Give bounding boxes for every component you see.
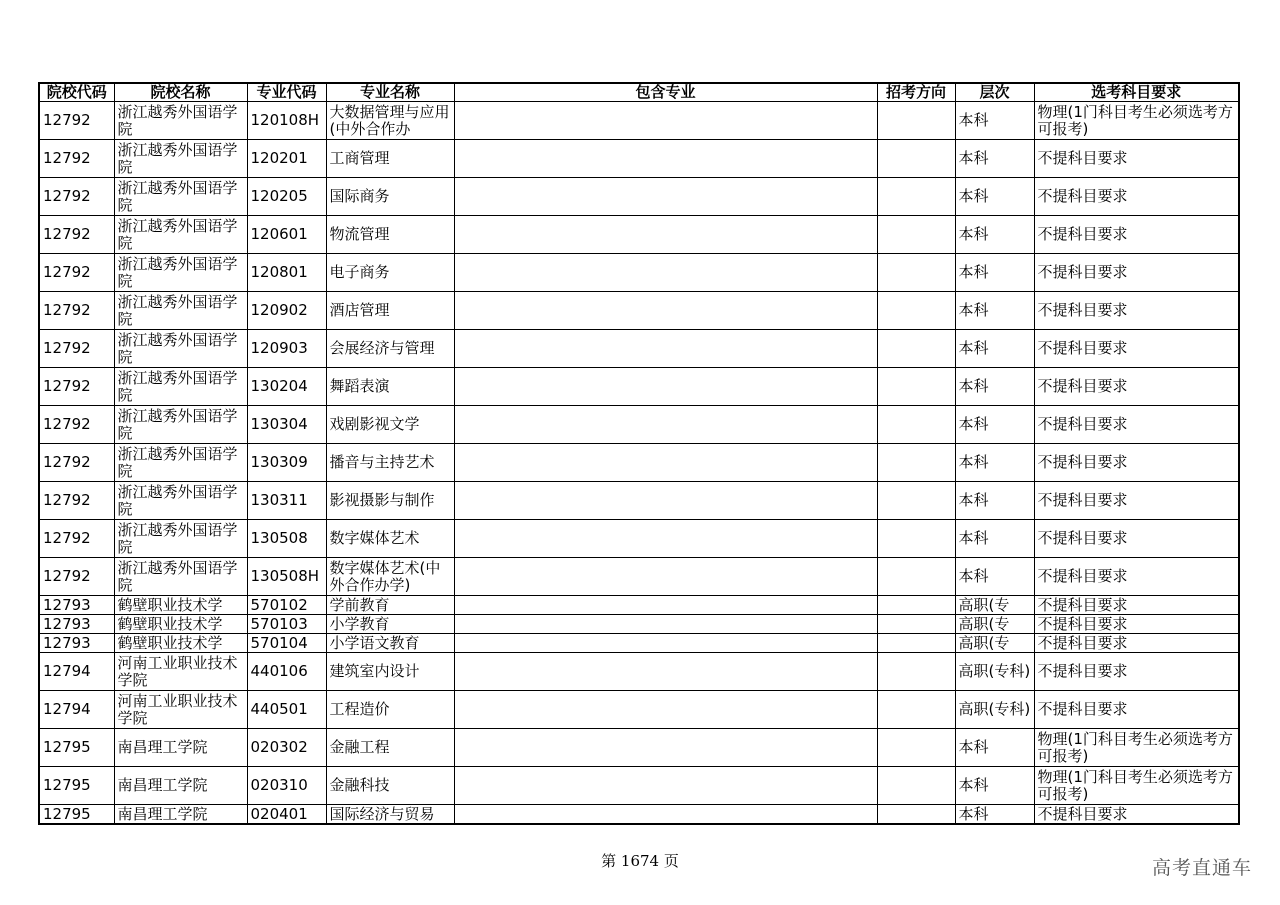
cell-major-code: 120902 bbox=[247, 292, 326, 330]
cell-included-majors bbox=[454, 615, 877, 634]
cell-school-code: 12792 bbox=[39, 216, 114, 254]
cell-included-majors bbox=[454, 406, 877, 444]
cell-level: 本科 bbox=[955, 767, 1034, 805]
cell-school-name: 南昌理工学院 bbox=[114, 805, 247, 824]
cell-level: 本科 bbox=[955, 368, 1034, 406]
cell-subject-requirement: 物理(1门科目考生必须选考方可报考) bbox=[1034, 102, 1239, 140]
cell-direction bbox=[877, 805, 955, 824]
cell-major-code: 020310 bbox=[247, 767, 326, 805]
cell-subject-requirement: 不提科目要求 bbox=[1034, 596, 1239, 615]
cell-subject-requirement: 物理(1门科目考生必须选考方可报考) bbox=[1034, 767, 1239, 805]
cell-school-name: 浙江越秀外国语学院 bbox=[114, 254, 247, 292]
cell-included-majors bbox=[454, 767, 877, 805]
cell-major-code: 440501 bbox=[247, 691, 326, 729]
cell-direction bbox=[877, 520, 955, 558]
cell-major-name: 数字媒体艺术 bbox=[326, 520, 454, 558]
cell-subject-requirement: 不提科目要求 bbox=[1034, 330, 1239, 368]
cell-subject-requirement: 不提科目要求 bbox=[1034, 140, 1239, 178]
cell-subject-requirement: 不提科目要求 bbox=[1034, 653, 1239, 691]
table-row bbox=[39, 805, 1239, 824]
cell-level: 本科 bbox=[955, 140, 1034, 178]
table-row bbox=[39, 178, 1239, 216]
cell-major-code: 130311 bbox=[247, 482, 326, 520]
cell-included-majors bbox=[454, 691, 877, 729]
cell-subject-requirement: 不提科目要求 bbox=[1034, 254, 1239, 292]
cell-direction bbox=[877, 140, 955, 178]
cell-included-majors bbox=[454, 178, 877, 216]
cell-major-name: 学前教育 bbox=[326, 596, 454, 615]
cell-included-majors bbox=[454, 140, 877, 178]
cell-direction bbox=[877, 691, 955, 729]
table-row bbox=[39, 140, 1239, 178]
cell-major-name: 酒店管理 bbox=[326, 292, 454, 330]
cell-direction bbox=[877, 729, 955, 767]
cell-major-name: 大数据管理与应用(中外合作办 bbox=[326, 102, 454, 140]
table-row bbox=[39, 330, 1239, 368]
header-level: 层次 bbox=[955, 83, 1034, 102]
cell-level: 本科 bbox=[955, 805, 1034, 824]
cell-level: 本科 bbox=[955, 482, 1034, 520]
cell-school-name: 河南工业职业技术学院 bbox=[114, 691, 247, 729]
table-row bbox=[39, 216, 1239, 254]
cell-school-name: 浙江越秀外国语学院 bbox=[114, 558, 247, 596]
cell-major-name: 播音与主持艺术 bbox=[326, 444, 454, 482]
cell-school-code: 12792 bbox=[39, 444, 114, 482]
cell-major-name: 物流管理 bbox=[326, 216, 454, 254]
cell-major-name: 国际商务 bbox=[326, 178, 454, 216]
cell-included-majors bbox=[454, 729, 877, 767]
cell-major-code: 120601 bbox=[247, 216, 326, 254]
cell-direction bbox=[877, 102, 955, 140]
cell-school-name: 鹤壁职业技术学 bbox=[114, 615, 247, 634]
page-number: 第 1674 页 bbox=[601, 852, 679, 870]
cell-major-code: 570103 bbox=[247, 615, 326, 634]
cell-school-name: 浙江越秀外国语学院 bbox=[114, 292, 247, 330]
cell-school-name: 浙江越秀外国语学院 bbox=[114, 140, 247, 178]
cell-subject-requirement: 不提科目要求 bbox=[1034, 558, 1239, 596]
cell-level: 高职(专科) bbox=[955, 691, 1034, 729]
cell-school-code: 12795 bbox=[39, 729, 114, 767]
cell-subject-requirement: 不提科目要求 bbox=[1034, 805, 1239, 824]
cell-major-name: 国际经济与贸易 bbox=[326, 805, 454, 824]
cell-level: 高职(专 bbox=[955, 634, 1034, 653]
cell-level: 本科 bbox=[955, 216, 1034, 254]
cell-direction bbox=[877, 406, 955, 444]
table-row bbox=[39, 691, 1239, 729]
cell-direction bbox=[877, 330, 955, 368]
cell-school-code: 12794 bbox=[39, 653, 114, 691]
cell-level: 本科 bbox=[955, 520, 1034, 558]
cell-school-name: 浙江越秀外国语学院 bbox=[114, 330, 247, 368]
cell-major-name: 影视摄影与制作 bbox=[326, 482, 454, 520]
table-body bbox=[39, 102, 1239, 824]
cell-included-majors bbox=[454, 330, 877, 368]
cell-included-majors bbox=[454, 653, 877, 691]
cell-direction bbox=[877, 292, 955, 330]
cell-included-majors bbox=[454, 216, 877, 254]
cell-major-name: 数字媒体艺术(中外合作办学) bbox=[326, 558, 454, 596]
cell-school-name: 浙江越秀外国语学院 bbox=[114, 444, 247, 482]
table-row bbox=[39, 729, 1239, 767]
cell-school-name: 浙江越秀外国语学院 bbox=[114, 178, 247, 216]
cell-level: 本科 bbox=[955, 406, 1034, 444]
cell-school-code: 12792 bbox=[39, 102, 114, 140]
cell-direction bbox=[877, 767, 955, 805]
cell-major-code: 130309 bbox=[247, 444, 326, 482]
cell-major-code: 120205 bbox=[247, 178, 326, 216]
cell-level: 本科 bbox=[955, 102, 1034, 140]
cell-subject-requirement: 不提科目要求 bbox=[1034, 482, 1239, 520]
cell-level: 高职(专 bbox=[955, 615, 1034, 634]
cell-direction bbox=[877, 596, 955, 615]
cell-included-majors bbox=[454, 368, 877, 406]
cell-school-name: 南昌理工学院 bbox=[114, 767, 247, 805]
cell-level: 本科 bbox=[955, 178, 1034, 216]
table-row bbox=[39, 634, 1239, 653]
cell-included-majors bbox=[454, 520, 877, 558]
cell-major-code: 570102 bbox=[247, 596, 326, 615]
cell-school-code: 12792 bbox=[39, 368, 114, 406]
cell-school-name: 浙江越秀外国语学院 bbox=[114, 482, 247, 520]
header-major-code: 专业代码 bbox=[247, 83, 326, 102]
cell-subject-requirement: 不提科目要求 bbox=[1034, 406, 1239, 444]
cell-major-name: 金融工程 bbox=[326, 729, 454, 767]
cell-major-name: 建筑室内设计 bbox=[326, 653, 454, 691]
cell-direction bbox=[877, 634, 955, 653]
cell-subject-requirement: 不提科目要求 bbox=[1034, 634, 1239, 653]
cell-school-code: 12792 bbox=[39, 330, 114, 368]
cell-school-code: 12793 bbox=[39, 615, 114, 634]
cell-direction bbox=[877, 216, 955, 254]
cell-level: 高职(专 bbox=[955, 596, 1034, 615]
cell-school-name: 鹤壁职业技术学 bbox=[114, 596, 247, 615]
cell-major-code: 120108H bbox=[247, 102, 326, 140]
cell-major-name: 金融科技 bbox=[326, 767, 454, 805]
cell-included-majors bbox=[454, 482, 877, 520]
table-row bbox=[39, 254, 1239, 292]
cell-school-code: 12792 bbox=[39, 178, 114, 216]
table-row bbox=[39, 653, 1239, 691]
table-row bbox=[39, 558, 1239, 596]
cell-major-name: 小学教育 bbox=[326, 615, 454, 634]
cell-direction bbox=[877, 653, 955, 691]
table-row bbox=[39, 596, 1239, 615]
table-header-row bbox=[39, 83, 1239, 102]
cell-direction bbox=[877, 615, 955, 634]
cell-subject-requirement: 不提科目要求 bbox=[1034, 216, 1239, 254]
cell-level: 本科 bbox=[955, 729, 1034, 767]
header-major-name: 专业名称 bbox=[326, 83, 454, 102]
cell-school-code: 12795 bbox=[39, 767, 114, 805]
cell-subject-requirement: 不提科目要求 bbox=[1034, 444, 1239, 482]
cell-school-code: 12792 bbox=[39, 406, 114, 444]
header-included-majors: 包含专业 bbox=[454, 83, 877, 102]
admissions-table bbox=[38, 82, 1240, 825]
cell-included-majors bbox=[454, 254, 877, 292]
cell-school-name: 浙江越秀外国语学院 bbox=[114, 216, 247, 254]
cell-subject-requirement: 不提科目要求 bbox=[1034, 615, 1239, 634]
cell-major-code: 120201 bbox=[247, 140, 326, 178]
cell-school-code: 12792 bbox=[39, 140, 114, 178]
cell-school-code: 12792 bbox=[39, 292, 114, 330]
cell-level: 本科 bbox=[955, 444, 1034, 482]
cell-school-code: 12793 bbox=[39, 596, 114, 615]
cell-included-majors bbox=[454, 292, 877, 330]
cell-school-name: 浙江越秀外国语学院 bbox=[114, 406, 247, 444]
cell-direction bbox=[877, 254, 955, 292]
cell-major-code: 440106 bbox=[247, 653, 326, 691]
cell-major-name: 小学语文教育 bbox=[326, 634, 454, 653]
table-row bbox=[39, 292, 1239, 330]
cell-subject-requirement: 不提科目要求 bbox=[1034, 292, 1239, 330]
cell-subject-requirement: 不提科目要求 bbox=[1034, 368, 1239, 406]
header-school-name: 院校名称 bbox=[114, 83, 247, 102]
cell-level: 本科 bbox=[955, 558, 1034, 596]
cell-subject-requirement: 物理(1门科目考生必须选考方可报考) bbox=[1034, 729, 1239, 767]
cell-level: 本科 bbox=[955, 292, 1034, 330]
table-row bbox=[39, 482, 1239, 520]
cell-major-code: 020302 bbox=[247, 729, 326, 767]
cell-direction bbox=[877, 444, 955, 482]
cell-major-code: 130304 bbox=[247, 406, 326, 444]
cell-major-code: 020401 bbox=[247, 805, 326, 824]
cell-major-name: 舞蹈表演 bbox=[326, 368, 454, 406]
cell-major-name: 电子商务 bbox=[326, 254, 454, 292]
cell-direction bbox=[877, 558, 955, 596]
cell-level: 高职(专科) bbox=[955, 653, 1034, 691]
cell-school-code: 12792 bbox=[39, 482, 114, 520]
cell-school-name: 浙江越秀外国语学院 bbox=[114, 102, 247, 140]
table-row bbox=[39, 102, 1239, 140]
cell-major-code: 130508 bbox=[247, 520, 326, 558]
cell-subject-requirement: 不提科目要求 bbox=[1034, 178, 1239, 216]
cell-school-name: 鹤壁职业技术学 bbox=[114, 634, 247, 653]
cell-school-name: 南昌理工学院 bbox=[114, 729, 247, 767]
cell-major-name: 会展经济与管理 bbox=[326, 330, 454, 368]
table-row bbox=[39, 444, 1239, 482]
watermark-text: 高考直通车 bbox=[1151, 857, 1252, 879]
cell-major-code: 120903 bbox=[247, 330, 326, 368]
cell-school-name: 河南工业职业技术学院 bbox=[114, 653, 247, 691]
header-school-code: 院校代码 bbox=[39, 83, 114, 102]
cell-direction bbox=[877, 368, 955, 406]
cell-included-majors bbox=[454, 558, 877, 596]
cell-direction bbox=[877, 178, 955, 216]
header-subject-requirement: 选考科目要求 bbox=[1034, 83, 1239, 102]
cell-school-code: 12792 bbox=[39, 254, 114, 292]
cell-school-name: 浙江越秀外国语学院 bbox=[114, 368, 247, 406]
cell-major-name: 工程造价 bbox=[326, 691, 454, 729]
cell-major-name: 工商管理 bbox=[326, 140, 454, 178]
cell-major-code: 570104 bbox=[247, 634, 326, 653]
cell-included-majors bbox=[454, 805, 877, 824]
cell-direction bbox=[877, 482, 955, 520]
cell-level: 本科 bbox=[955, 330, 1034, 368]
cell-included-majors bbox=[454, 634, 877, 653]
cell-major-name: 戏剧影视文学 bbox=[326, 406, 454, 444]
cell-subject-requirement: 不提科目要求 bbox=[1034, 520, 1239, 558]
cell-included-majors bbox=[454, 444, 877, 482]
cell-school-code: 12792 bbox=[39, 558, 114, 596]
cell-school-code: 12793 bbox=[39, 634, 114, 653]
table-row bbox=[39, 767, 1239, 805]
table-row bbox=[39, 615, 1239, 634]
header-direction: 招考方向 bbox=[877, 83, 955, 102]
cell-school-code: 12794 bbox=[39, 691, 114, 729]
cell-subject-requirement: 不提科目要求 bbox=[1034, 691, 1239, 729]
table-row bbox=[39, 368, 1239, 406]
cell-school-code: 12795 bbox=[39, 805, 114, 824]
table-row bbox=[39, 406, 1239, 444]
cell-major-code: 120801 bbox=[247, 254, 326, 292]
cell-included-majors bbox=[454, 596, 877, 615]
cell-level: 本科 bbox=[955, 254, 1034, 292]
cell-major-code: 130204 bbox=[247, 368, 326, 406]
cell-school-name: 浙江越秀外国语学院 bbox=[114, 520, 247, 558]
cell-school-code: 12792 bbox=[39, 520, 114, 558]
table-row bbox=[39, 520, 1239, 558]
cell-included-majors bbox=[454, 102, 877, 140]
cell-major-code: 130508H bbox=[247, 558, 326, 596]
